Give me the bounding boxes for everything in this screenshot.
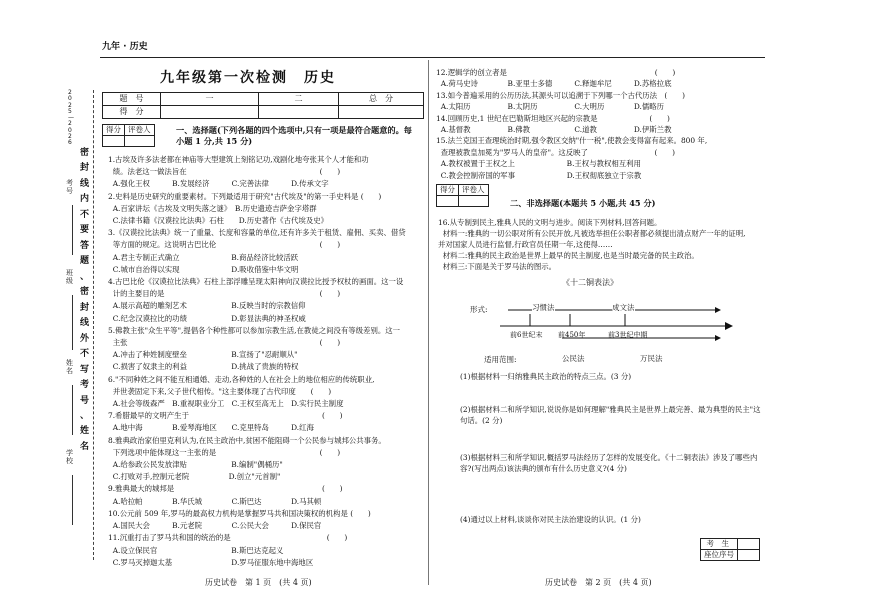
seal-char: 封 [80, 302, 90, 313]
diagram-form-label: 形式: [470, 305, 488, 314]
question-line: 15.法兰克国王查理统治时期,强令教区交纳"什一税",使教会变得富有起来。800 年, [436, 136, 708, 146]
seal-char: 、 [80, 271, 90, 282]
field-line [72, 295, 73, 350]
subq-4: (4)通过以上材料,谈谈你对民主法治建设的认识。(1 分) [460, 515, 641, 524]
seal-char: 不 [80, 349, 90, 360]
reviewer-label: 评卷人 [125, 125, 155, 136]
question-line: C.纪念汉谟拉比的功绩 D.彰显法典的神圣权威 [108, 313, 306, 323]
q16-material [438, 217, 768, 272]
seal-char: 线 [80, 318, 90, 329]
seal-char: 不 [80, 209, 90, 220]
left-questions [108, 154, 428, 569]
question-line: A.展示高超的雕刻艺术 B.反映当时的宗教信仰 [108, 301, 306, 311]
field-name: 姓名 [66, 359, 73, 375]
question-line: 查理被教皇加冕为"罗马人的皇帝"。这反映了 ( ) [436, 147, 675, 157]
reviewer-label: 评卷人 [459, 185, 489, 196]
seat-number-box [700, 538, 760, 561]
score-cell [437, 196, 459, 207]
diagram-arrows [470, 276, 750, 366]
diagram-time-3: 前3世纪中期 [608, 331, 648, 339]
part1-heading-line1: 一、选择题(下列各题的四个选项中,只有一项是最符合题意的。每 [176, 125, 412, 135]
question-line: 绩。法老这一做法旨在 ( ) [108, 167, 341, 177]
question-line: C.损害了奴隶主的利益 D.挑战了贵族的特权 [108, 362, 299, 372]
header-rule [100, 57, 765, 58]
reviewer-box-1 [102, 124, 155, 147]
score-cell: 二 [259, 93, 339, 106]
question-line: C.罗马灭掉迦太基 D.罗马征服东地中海地区 [108, 557, 314, 567]
question-line: 14.回顾历史,1 世纪在巴勒斯坦地区兴起的宗教是 ( ) [436, 113, 670, 123]
question-line: 2.史料是历史研究的重要素材。下列最适用于研究"古代埃及"的第一手史料是 ( ) [108, 191, 382, 201]
question-line: 11.沉重打击了罗马共和国的统治的是 ( ) [108, 533, 348, 543]
seal-char: 号 [80, 395, 90, 406]
footer-left: 历史试卷 第 1 页 (共 4 页) [205, 578, 312, 587]
twelve-tables-diagram [470, 276, 750, 366]
score-cell [259, 106, 339, 119]
seal-char: 外 [80, 333, 90, 344]
question-line: 3.《汉谟拉比法典》统一了重量、长度和容量的单位,还有许多关于租赁、雇佣、买卖、借贷 [108, 228, 406, 238]
diagram-scope-label: 适用范围: [484, 355, 517, 364]
part1-heading [176, 125, 426, 147]
field-line [72, 475, 73, 525]
seal-char: 封 [80, 163, 90, 174]
paper-header-label: 九年 · 历史 [102, 42, 148, 52]
question-line: C.法律书籍《汉谟拉比法典》石柱 D.历史著作《古代埃及史》 [108, 216, 328, 226]
seal-char: 内 [80, 194, 90, 205]
question-line: A.给参政公民发放津贴 B.编制"偶桶历" [108, 460, 283, 470]
question-line: 10.公元前 509 年,罗马的最高权力机构是掌握罗马共和国决策权的机构是 ( ) [108, 508, 371, 518]
seal-char: 题 [80, 256, 90, 267]
question-line: C.城市自治得以实现 D.吸收借鉴中华文明 [108, 264, 299, 274]
score-cell [103, 136, 125, 147]
question-line: 12.逻辑学的创立者是 ( ) [436, 68, 676, 77]
field-line [72, 385, 73, 435]
question-line: 并世袭固定下来,父子世代相传。"这主要体现了古代印度 ( ) [108, 386, 332, 396]
seal-char: 写 [80, 364, 90, 375]
subq-1: (1)根据材料一归纳雅典民主政治的特点三点。(3 分) [460, 372, 632, 381]
diagram-written-law: 成文法 [612, 303, 635, 312]
part2-heading: 二、非选择题(本题共 5 小题,共 45 分) [510, 198, 656, 208]
field-class: 班级 [66, 269, 73, 285]
diagram-time-2: 前450年 [558, 331, 586, 339]
score-cell [161, 106, 259, 119]
binding-margin [68, 90, 100, 560]
reviewer-box-2 [436, 184, 489, 207]
diagram-customary-law: 习惯法 [532, 303, 555, 312]
question-line: A.哈拉帕 B.华氏城 C.斯巴达 D.马其顿 [108, 496, 322, 506]
score-label: 得分 [437, 185, 459, 196]
question-line: A.君主专制正式确立 B.商品经济比较活跃 [108, 252, 299, 262]
score-table [102, 92, 424, 119]
question-line: A.强化王权 B.发展经济 C.完善法律 D.传承文字 [108, 179, 329, 189]
subq-3: (3)根据材料三和所学知识,概括罗马法经历了怎样的发展变化。《十二铜表法》涉及了哪些内容?(写出两点)该法典的颁布有什么历史意义?(4 分) [460, 453, 758, 473]
seat-cell [738, 539, 760, 550]
question-line: A.冲击了种姓制度壁垒 B.宣扬了"忍耐顺从" [108, 350, 298, 360]
material-line: 并对国家人员进行监督,行政官员任期一年,这使得…… [438, 240, 613, 249]
score-cell: 得 分 [103, 106, 161, 119]
seat-label-a: 考 生 [701, 539, 738, 550]
seal-char: 要 [80, 225, 90, 236]
footer-right: 历史试卷 第 2 页 (共 4 页) [545, 578, 652, 587]
field-school: 学校 [66, 449, 73, 465]
seat-label-b: 座位序号 [701, 550, 738, 561]
question-line: 等方面的规定。这说明古巴比伦 ( ) [108, 240, 341, 250]
diagram-title: 《十二铜表法》 [562, 278, 618, 287]
field-line [72, 205, 73, 255]
subq-2: (2)根据材料二和所学知识,说说你是如何理解"雅典民主是世界上最完善、最为典型的民主"这句话。(2 分) [460, 405, 761, 425]
question-line: 9.雅典最大的城邦是 ( ) [108, 484, 343, 494]
question-line: 13.如今普遍采用的公历历法,其源头可以追溯于下列哪一个古代历法 ( ) [436, 90, 685, 100]
question-line: 6."不同种姓之间不能互相通婚、走动,各种姓的人在社会上的地位相应的传统职业, [108, 374, 375, 384]
score-cell [339, 106, 424, 119]
score-cell [459, 196, 489, 207]
question-line: A.设立保民官 B.斯巴达克起义 [108, 545, 284, 555]
question-line: A.基督教 B.佛教 C.道教 D.伊斯兰教 [436, 125, 672, 135]
score-cell: 题 号 [103, 93, 161, 106]
material-line: 材料一:雅典的一切公职对所有公民开放,凡被选举担任公职者都必须提出清点财产一年的证明, [438, 229, 746, 238]
page-title: 九年级第一次检测 历史 [160, 70, 336, 86]
question-line: 1.古埃及许多法老都在神庙等大型建筑上刻铭记功,戏剧化地夸张其个人才能和功 [108, 155, 369, 164]
seal-char: 姓 [80, 426, 90, 437]
part1-heading-line2: 小题 1 分,共 15 分) [176, 136, 253, 147]
seal-char: 名 [80, 441, 90, 452]
score-cell [125, 136, 155, 147]
question-line: 5.佛教主张"众生平等",提倡各个种性都可以参加宗教生活,在教徒之间没有等级差别。这一 [108, 325, 401, 335]
material-line: 材料二:雅典的民主政治是世界上最早的民主制度,也是当时最完备的民主政治。 [438, 251, 699, 260]
seal-char: 考 [80, 380, 90, 391]
question-line: A.教权被置于王权之上 B.王权与教权相互利用 [436, 159, 641, 169]
diagram-nations-law: 万民法 [640, 354, 663, 363]
question-line: 下列选项中能体现这一主张的是 ( ) [108, 447, 341, 457]
field-exam-number: 考号 [66, 179, 73, 195]
question-line: A.国民大会 B.元老院 C.公民大会 D.保民官 [108, 521, 322, 531]
seal-char: 密 [80, 287, 90, 298]
material-line: 16.从专制到民主,雅典人民的文明与进步。阅读下列材料,回答问题。 [438, 218, 662, 227]
material-line: 材料三:下面是关于罗马法的图示。 [438, 262, 557, 271]
question-line: 7.希腊最早的文明产生于 ( ) [108, 411, 343, 421]
question-line: 4.古巴比伦《汉谟拉比法典》石柱上部浮雕呈现太阳神向汉谟拉比授予权杖的画面。这一设 [108, 277, 404, 287]
question-line: A.地中海 B.爱琴海地区 C.克里特岛 D.红海 [108, 423, 314, 433]
seal-char: 、 [80, 410, 90, 421]
seal-char: 答 [80, 240, 90, 251]
question-line: C.教会控制帝国的军事 D.王权彻底独立于宗教 [436, 170, 642, 180]
question-line: 计的主要目的是 ( ) [108, 289, 341, 299]
score-label: 得分 [103, 125, 125, 136]
seal-char: 密 [80, 148, 90, 158]
seal-instruction [80, 146, 90, 455]
seat-cell [738, 550, 760, 561]
column-divider [428, 60, 429, 585]
diagram-time-1: 前6世纪末 [510, 331, 543, 339]
question-line: 8.雅典政治家伯里克利认为,在民主政治中,贫困不能阻碍一个公民参与城邦公共事务。 [108, 435, 386, 445]
seal-char: 线 [80, 178, 90, 189]
question-line: C.打败对手,控制元老院 D.创立"元首制" [108, 472, 281, 482]
question-line: A.荷马史诗 B.亚里士多德 C.释迦牟尼 D.苏格拉底 [436, 79, 672, 89]
question-line: A.太阳历 B.太阴历 C.大明历 D.儒略历 [436, 102, 665, 112]
right-questions [436, 67, 766, 181]
score-cell: 总 分 [339, 93, 424, 106]
score-cell: 一 [161, 93, 259, 106]
seal-dashed-line [93, 90, 94, 560]
question-line: A.百家讲坛《古埃及文明失落之谜》 B.历史遗迹吉萨金字塔群 [108, 203, 317, 213]
question-line: A.社会等级森严 B.重视职业分工 C.王权至高无上 D.实行民主制度 [108, 399, 344, 409]
question-line: 主张 ( ) [108, 338, 341, 348]
diagram-citizen-law: 公民法 [562, 354, 585, 363]
binding-year: 2 0 2 5 — 2 0 2 6 [68, 89, 74, 147]
